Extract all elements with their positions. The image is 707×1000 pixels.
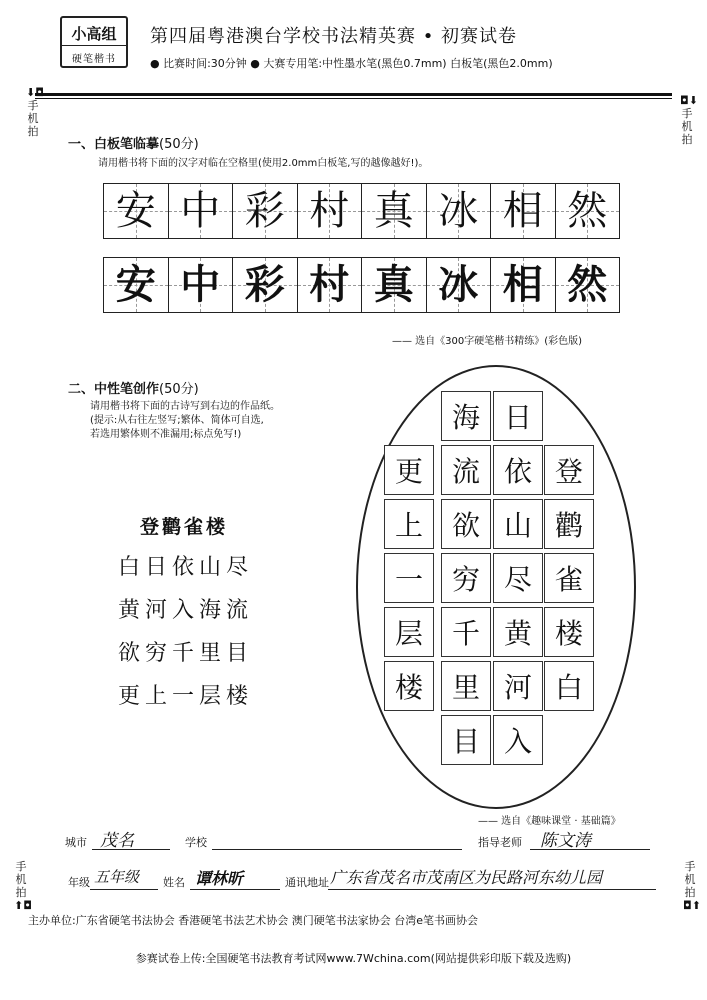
copy-cell: 相 — [491, 258, 556, 312]
poem-line: 白日依山尽 — [118, 555, 254, 580]
copy-cell: 中 — [169, 258, 234, 312]
artwork-cell: 依 — [493, 445, 543, 495]
side-label-bottom-left: 手机拍 ⬆◘ — [14, 860, 32, 912]
level-label: 小高组 — [71, 25, 117, 43]
name-underline — [190, 889, 280, 890]
artwork-cell: 白 — [544, 661, 594, 711]
name-label: 姓名 — [163, 876, 185, 889]
teacher-value[interactable]: 陈文涛 — [540, 831, 591, 851]
section1-source: —— 选自《300字硬笔楷书精练》(彩色版) — [392, 336, 583, 347]
header-divider-thin — [35, 98, 672, 99]
copy-cell: 冰 — [427, 258, 492, 312]
camera-icon: ◘⬆ — [683, 899, 701, 912]
name-value[interactable]: 谭林昕 — [195, 869, 244, 888]
organizers: 主办单位:广东省硬笔书法协会 香港硬笔书法艺术协会 澳门硬笔书法家协会 台湾e笔书画协会 — [28, 914, 478, 927]
exam-subtitle: ● 比赛时间:30分钟 ● 大赛专用笔:中性墨水笔(黑色0.7mm) 白板笔(黑色2.0mm) — [150, 57, 553, 70]
artwork-cell: 层 — [384, 607, 434, 657]
school-label: 学校 — [185, 836, 207, 849]
copy-cell: 彩 — [233, 258, 298, 312]
artwork-cell: 雀 — [544, 553, 594, 603]
level-badge — [60, 16, 128, 68]
address-value[interactable]: 广东省茂名市茂南区为民路河东幼儿园 — [330, 868, 603, 887]
grade-underline — [90, 889, 158, 890]
artwork-cell: 河 — [493, 661, 543, 711]
artwork-cell: 千 — [441, 607, 491, 657]
section1-title: 一、白板笔临摹(50分) — [68, 137, 199, 152]
copy-cell: 村 — [298, 258, 363, 312]
artwork-cell: 更 — [384, 445, 434, 495]
model-cell: 然 — [556, 184, 620, 238]
city-underline — [92, 849, 170, 850]
artwork-cell: 尽 — [493, 553, 543, 603]
model-cell: 冰 — [427, 184, 492, 238]
city-value[interactable]: 茂名 — [100, 831, 134, 851]
address-label: 通讯地址 — [285, 876, 329, 889]
side-label-top-right: ◘⬇ 手机拍 — [680, 94, 698, 146]
teacher-underline — [530, 849, 650, 850]
school-field[interactable] — [212, 849, 462, 850]
address-underline — [328, 889, 656, 890]
grade-value[interactable]: 五年级 — [94, 868, 140, 886]
artwork-cell: 鹳 — [544, 499, 594, 549]
artwork-cell: 黄 — [493, 607, 543, 657]
artwork-cell: 楼 — [384, 661, 434, 711]
exam-title: 第四届粤港澳台学校书法精英赛 • 初赛试卷 — [150, 26, 518, 47]
city-label: 城市 — [65, 836, 87, 849]
section2-hint-1: (提示:从右往左竖写;繁体、简体可自选, — [90, 415, 264, 426]
artwork-cell: 目 — [441, 715, 491, 765]
model-cell: 中 — [169, 184, 234, 238]
artwork-cell: 穷 — [441, 553, 491, 603]
camera-icon: ⬇◘ — [26, 86, 44, 99]
copy-cell: 真 — [362, 258, 427, 312]
artwork-cell: 海 — [441, 391, 491, 441]
artwork-cell: 上 — [384, 499, 434, 549]
artwork-cell: 入 — [493, 715, 543, 765]
upload-note: 参赛试卷上传:全国硬笔书法教育考试网www.7Wchina.com(网站提供彩印版下载及选购) — [135, 952, 572, 965]
artwork-cell: 楼 — [544, 607, 594, 657]
model-character-row — [103, 183, 620, 239]
artwork-cell: 流 — [441, 445, 491, 495]
artwork-cell: 一 — [384, 553, 434, 603]
level-sub-label: 硬笔楷书 — [72, 54, 116, 65]
section1-instruction: 请用楷书将下面的汉字对临在空格里(使用2.0mm白板笔,写的越像越好!)。 — [98, 158, 429, 169]
model-cell: 真 — [362, 184, 427, 238]
section2-title: 二、中性笔创作(50分) — [68, 382, 199, 397]
artwork-cell: 山 — [493, 499, 543, 549]
poem-line: 欲穷千里目 — [118, 641, 254, 666]
copy-cell: 安 — [104, 258, 169, 312]
side-label-top-left: ⬇◘ 手机拍 — [26, 86, 44, 138]
poem-line: 更上一层楼 — [118, 684, 254, 709]
header-divider — [35, 93, 672, 96]
teacher-label: 指导老师 — [478, 836, 522, 849]
section2-instruction: 请用楷书将下面的古诗写到右边的作品纸。 — [90, 401, 280, 412]
copy-cell: 然 — [556, 258, 620, 312]
side-label-bottom-right: 手机拍 ◘⬆ — [683, 860, 701, 912]
model-cell: 村 — [298, 184, 363, 238]
poem-line: 黄河入海流 — [118, 598, 254, 623]
model-cell: 相 — [491, 184, 556, 238]
poem-title: 登鹳雀楼 — [140, 516, 229, 538]
artwork-cell: 登 — [544, 445, 594, 495]
artwork-cell: 欲 — [441, 499, 491, 549]
copy-character-row — [103, 257, 620, 313]
section2-hint-2: 若选用繁体则不准漏用;标点免写!) — [90, 429, 242, 440]
grade-label: 年级 — [68, 876, 90, 889]
camera-icon: ⬆◘ — [14, 899, 32, 912]
artwork-cell: 里 — [441, 661, 491, 711]
camera-icon: ◘⬇ — [680, 94, 698, 107]
model-cell: 彩 — [233, 184, 298, 238]
artwork-cell: 日 — [493, 391, 543, 441]
section2-source: —— 选自《趣味课堂 · 基础篇》 — [478, 816, 621, 827]
model-cell: 安 — [104, 184, 169, 238]
